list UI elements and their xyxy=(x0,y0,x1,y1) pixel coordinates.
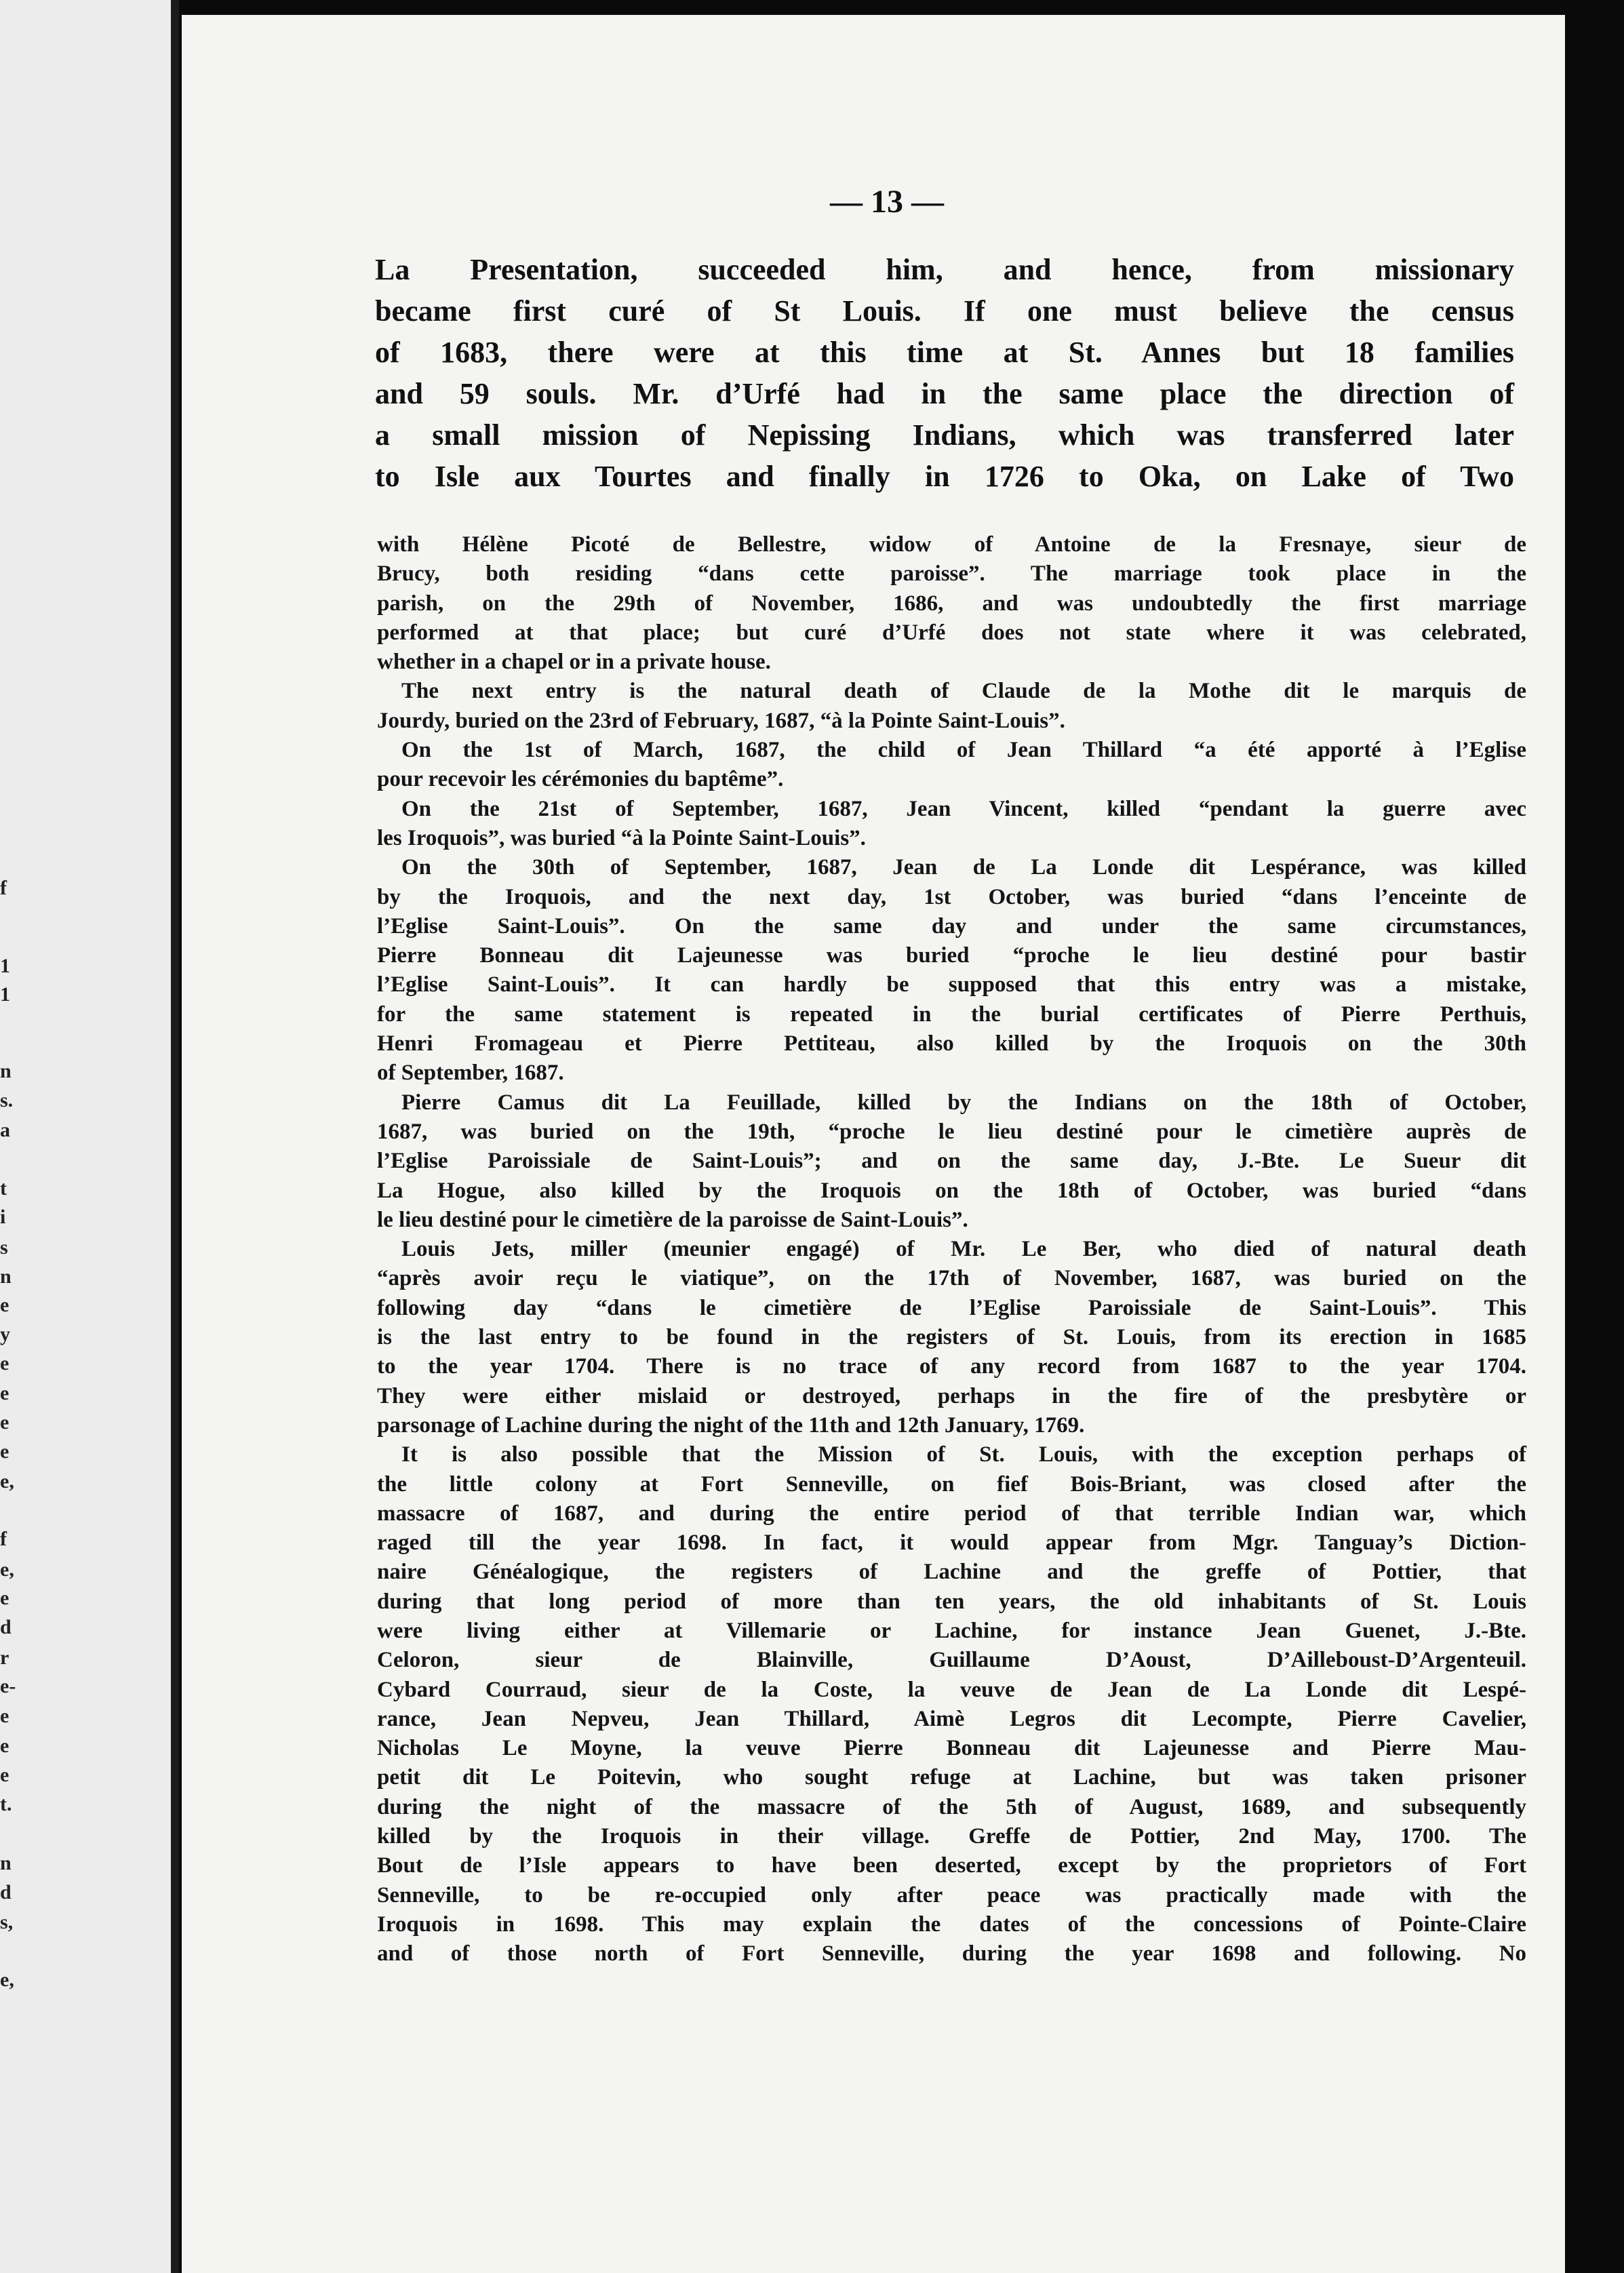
footnote-line: Celoron, sieur de Blainville, Guillaume D’Aoust, D’Ailleboust-D’Argenteuil. xyxy=(377,1648,1526,1673)
footnote-line: La Hogue, also killed by the Iroquois on the 18th of October, was buried “dans xyxy=(377,1178,1526,1203)
adjacent-page-fragment: 1 xyxy=(0,983,10,1006)
footnote-line: Pierre Bonneau dit Lajeunesse was buried “proche le lieu destiné pour bastir xyxy=(377,943,1526,968)
adjacent-page-fragment: d xyxy=(0,1616,12,1638)
body-line: of 1683, there were at this time at St. Annes but 18 families xyxy=(375,336,1514,369)
footnote-line: The next entry is the natural death of Claude de la Mothe dit le marquis de xyxy=(401,679,1526,704)
adjacent-page-fragment: r xyxy=(0,1646,9,1669)
adjacent-page-fragment: e, xyxy=(0,1969,14,1991)
footnote-line: Brucy, both residing “dans cette paroisse”. The marriage took place in the xyxy=(377,561,1526,587)
footnote-line: during the night of the massacre of the 5th of August, 1689, and subsequently xyxy=(377,1794,1526,1819)
footnote-line: to the year 1704. There is no trace of any record from 1687 to the year 1704. xyxy=(377,1354,1526,1379)
page-number: — 13 — xyxy=(830,184,944,220)
footnote-line: performed at that place; but curé d’Urfé does not state where it was celebrated, xyxy=(377,620,1526,645)
footnote-line: l’Eglise Saint-Louis”. It can hardly be supposed that this entry was a mistake, xyxy=(377,972,1526,997)
footnote-line: massacre of 1687, and during the entire period of that terrible Indian war, which xyxy=(377,1501,1526,1526)
adjacent-page-fragment: n xyxy=(0,1265,12,1288)
footnote-line: parish, on the 29th of November, 1686, and was undoubtedly the first marriage xyxy=(377,591,1526,616)
adjacent-page-fragment: f xyxy=(0,1528,7,1550)
adjacent-page-fragment: e xyxy=(0,1587,9,1609)
adjacent-page-fragment: s. xyxy=(0,1089,14,1111)
footnote-line: Henri Fromageau et Pierre Pettiteau, also killed by the Iroquois on the 30th xyxy=(377,1031,1526,1056)
adjacent-page-fragment: e, xyxy=(0,1558,14,1581)
body-line: a small mission of Nepissing Indians, which was transferred later xyxy=(375,418,1514,452)
footnote-line: petit dit Le Poitevin, who sought refuge at Lachine, but was taken prisoner xyxy=(377,1765,1526,1790)
footnote-line: 1687, was buried on the 19th, “proche le lieu destiné pour le cimetière auprès de xyxy=(377,1119,1526,1144)
footnote-line: They were either mislaid or destroyed, perhaps in the fire of the presbytère or xyxy=(377,1383,1526,1408)
footnote-line: were living either at Villemarie or Lachine, for instance Jean Guenet, J.-Bte. xyxy=(377,1618,1526,1643)
footnote-line: On the 21st of September, 1687, Jean Vincent, killed “pendant la guerre avec xyxy=(401,796,1526,821)
body-line: and 59 souls. Mr. d’Urfé had in the same place the direction of xyxy=(375,377,1514,410)
adjacent-page-fragment: e xyxy=(0,1382,9,1404)
footnote-line: killed by the Iroquois in their village. Greffe de Pottier, 2nd May, 1700. The xyxy=(377,1824,1526,1849)
footnote-line: naire Généalogique, the registers of Lachine and the greffe of Pottier, that xyxy=(377,1560,1526,1585)
adjacent-page-fragment: e xyxy=(0,1735,9,1757)
footnote-line: the little colony at Fort Senneville, on fief Bois-Briant, was closed after the xyxy=(377,1471,1526,1497)
body-line: became first curé of St Louis. If one must believe the census xyxy=(375,294,1514,328)
adjacent-page-fragment: f xyxy=(0,877,7,899)
adjacent-page-fragment: i xyxy=(0,1206,6,1228)
footnote-line: Louis Jets, miller (meunier engagé) of Mr. Le Ber, who died of natural death xyxy=(401,1237,1526,1262)
footnote-line: during that long period of more than ten years, the old inhabitants of St. Louis xyxy=(377,1589,1526,1614)
adjacent-page-fragment: s, xyxy=(0,1911,14,1933)
adjacent-page-fragment: e xyxy=(0,1294,9,1316)
footnote-line: for the same statement is repeated in the burial certificates of Pierre Perthuis, xyxy=(377,1002,1526,1027)
adjacent-page-fragment: e xyxy=(0,1352,9,1375)
adjacent-page-fragment: n xyxy=(0,1060,12,1082)
footnote-line: l’Eglise Paroissiale de Saint-Louis”; and on the same day, J.-Bte. Le Sueur dit xyxy=(377,1149,1526,1174)
adjacent-page-fragment: e xyxy=(0,1411,9,1434)
adjacent-page-fragment: e, xyxy=(0,1470,14,1493)
footnote-line: Bout de l’Isle appears to have been deserted, except by the proprietors of Fort xyxy=(377,1853,1526,1878)
body-line: to Isle aux Tourtes and finally in 1726 to Oka, on Lake of Two xyxy=(375,460,1514,493)
footnote-line: On the 30th of September, 1687, Jean de La Londe dit Lespérance, was killed xyxy=(401,855,1526,880)
adjacent-page-fragment: n xyxy=(0,1852,12,1874)
footnote-line: Senneville, to be re-occupied only after peace was practically made with the xyxy=(377,1882,1526,1908)
footnote-line: le lieu destiné pour le cimetière de la paroisse de Saint-Louis”. xyxy=(377,1207,968,1232)
page-gutter xyxy=(171,0,179,2273)
adjacent-page-fragment: e xyxy=(0,1440,9,1463)
footnote-line: Cybard Courraud, sieur de la Coste, la veuve de Jean de La Londe dit Lespé- xyxy=(377,1677,1526,1702)
adjacent-page-fragment: e xyxy=(0,1764,9,1786)
footnote-line: following day “dans le cimetière de l’Eglise Paroissiale de Saint-Louis”. This xyxy=(377,1295,1526,1320)
footnote-line: with Hélène Picoté de Bellestre, widow of Antoine de la Fresnaye, sieur de xyxy=(377,532,1526,557)
footnote-line: by the Iroquois, and the next day, 1st October, was buried “dans l’enceinte de xyxy=(377,884,1526,909)
footnote-line: l’Eglise Saint-Louis”. On the same day and under the same circumstances, xyxy=(377,913,1526,938)
body-text xyxy=(375,249,1514,497)
footnote-text xyxy=(377,530,1526,1969)
adjacent-page-fragment: d xyxy=(0,1881,12,1903)
adjacent-page-fragment: e xyxy=(0,1705,9,1727)
footnote-line: les Iroquois”, was buried “à la Pointe Saint-Louis”. xyxy=(377,825,866,850)
adjacent-page-margin xyxy=(0,0,178,2273)
footnote-line: parsonage of Lachine during the night of the 11th and 12th January, 1769. xyxy=(377,1412,1085,1438)
footnote-line: raged till the year 1698. In fact, it would appear from Mgr. Tanguay’s Diction- xyxy=(377,1530,1526,1556)
adjacent-page-fragment: y xyxy=(0,1323,10,1345)
adjacent-page-fragment: a xyxy=(0,1119,10,1141)
document-page xyxy=(182,15,1565,2273)
adjacent-page-fragment: t. xyxy=(0,1793,12,1815)
scan-border xyxy=(1615,0,1624,2273)
footnote-line: is the last entry to be found in the registers of St. Louis, from its erection in 1685 xyxy=(377,1325,1526,1350)
footnote-line: Iroquois in 1698. This may explain the dates of the concessions of Pointe-Claire xyxy=(377,1912,1526,1937)
footnote-line: rance, Jean Nepveu, Jean Thillard, Aimè Legros dit Lecompte, Pierre Cavelier, xyxy=(377,1706,1526,1731)
footnote-line: Pierre Camus dit La Feuillade, killed by the Indians on the 18th of October, xyxy=(401,1090,1526,1115)
footnote-line: of September, 1687. xyxy=(377,1061,564,1086)
footnote-line: and of those north of Fort Senneville, during the year 1698 and following. No xyxy=(377,1941,1526,1966)
adjacent-page-fragment: e- xyxy=(0,1675,16,1697)
adjacent-page-fragment: 1 xyxy=(0,955,10,977)
footnote-line: “après avoir reçu le viatique”, on the 17th of November, 1687, was buried on the xyxy=(377,1266,1526,1291)
footnote-line: On the 1st of March, 1687, the child of Jean Thillard “a été apporté à l’Eglise xyxy=(401,738,1526,763)
footnote-line: Nicholas Le Moyne, la veuve Pierre Bonneau dit Lajeunesse and Pierre Mau- xyxy=(377,1736,1526,1761)
footnote-line: pour recevoir les cérémonies du baptême”. xyxy=(377,767,784,792)
adjacent-page-fragment: t xyxy=(0,1177,7,1200)
footnote-line: Jourdy, buried on the 23rd of February, 1687, “à la Pointe Saint-Louis”. xyxy=(377,708,1065,733)
adjacent-page-fragment: s xyxy=(0,1236,8,1259)
body-line: La Presentation, succeeded him, and hence, from missionary xyxy=(375,253,1514,286)
footnote-line: whether in a chapel or in a private house. xyxy=(377,650,771,675)
footnote-line: It is also possible that the Mission of St. Louis, with the exception perhaps of xyxy=(401,1442,1526,1467)
